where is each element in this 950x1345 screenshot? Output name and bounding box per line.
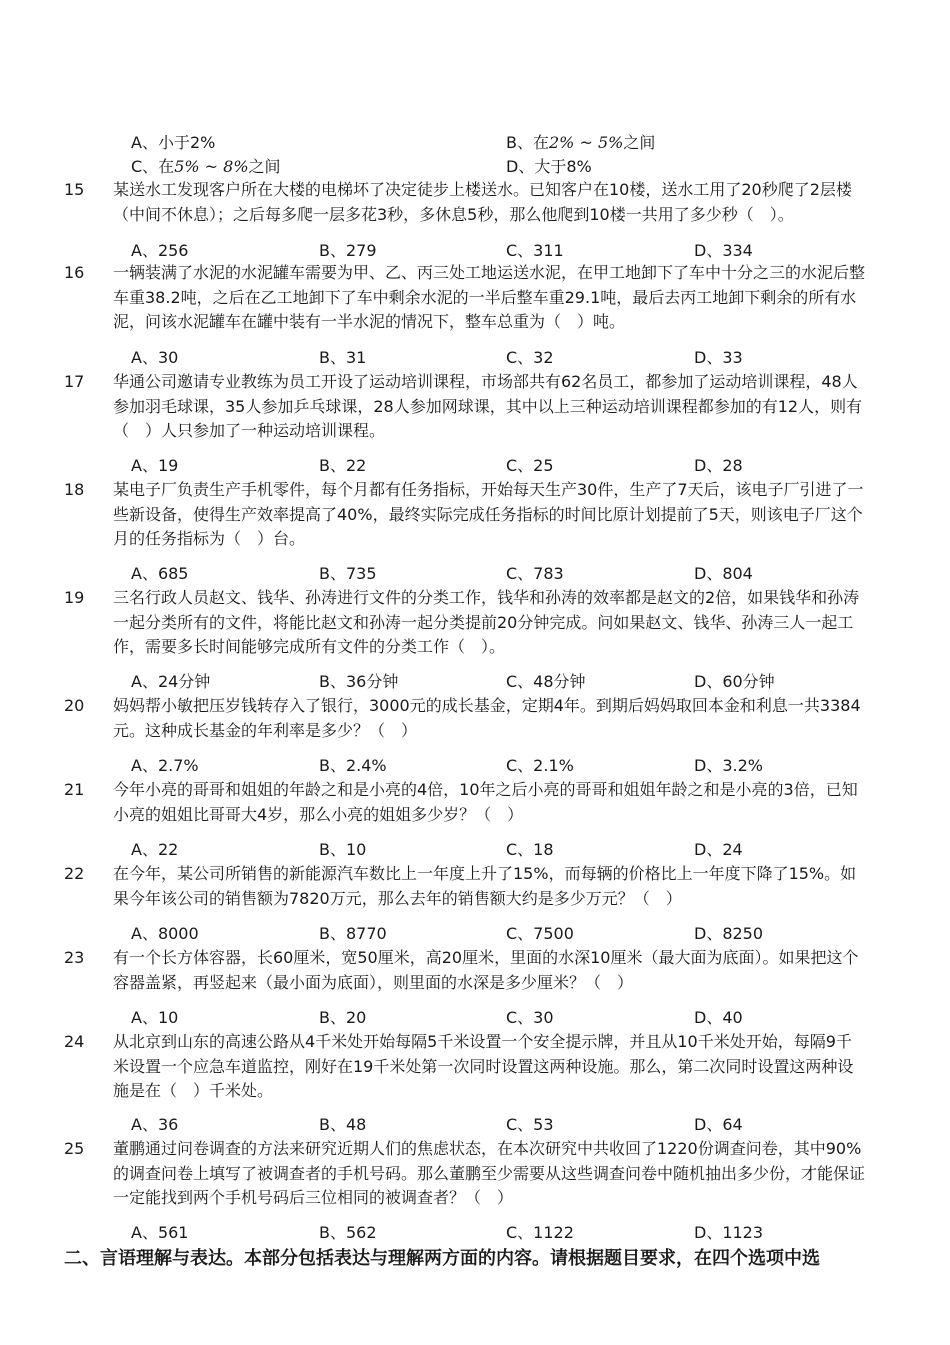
- question-18-options: [0, 562, 950, 586]
- option-a: A、10: [131, 1008, 179, 1027]
- question-text: 在今年，某公司所销售的新能源汽车数比上一年度上升了15%，而每辆的价格比上一年度下降了15%。如果今年该公司的销售额为7820万元，那么去年的销售额大约是多少万元？（ ）: [113, 864, 857, 908]
- carryover-options-row-2: [0, 155, 950, 179]
- option-a: A、24分钟: [131, 672, 211, 691]
- option-d: D、24: [694, 840, 743, 859]
- question-number: 17: [64, 372, 85, 391]
- question-text: 某送水工发现客户所在大楼的电梯坏了决定徒步上楼送水。已知客户在10楼，送水工用了20秒爬了2层楼（中间不休息）；之后每多爬一层多花3秒，多休息5秒，那么他爬到10楼一共用了多少秒（ ）。: [113, 180, 852, 224]
- option-c: C、18: [506, 840, 554, 859]
- option-a: A、30: [131, 348, 179, 367]
- option-b: B、2.4%: [319, 756, 387, 775]
- question-number: 15: [64, 180, 85, 199]
- option-a: A、2.7%: [131, 756, 199, 775]
- option-b: B、562: [319, 1223, 377, 1242]
- question-15-options: [0, 239, 950, 263]
- question-text: 一辆装满了水泥的水泥罐车需要为甲、乙、丙三处工地运送水泥，在甲工地卸下了车中十分之三的水泥后整车重38.2吨，之后在乙工地卸下了车中剩余水泥的一半后整车重29.1吨，最后去丙工地卸下剩余的所有水泥，问该水泥罐车在罐中装有一半水泥的情况下，整车总重为（ ）吨。: [113, 263, 866, 331]
- option-a: A、256: [131, 241, 189, 260]
- question-text: 某电子厂负责生产手机零件，每个月都有任务指标，开始每天生产30件，生产了7天后，该电子厂引进了一些新设备，使得生产效率提高了40%，最终实际完成任务指标的时间比原计划提前了5天，则该电子厂这个月的任务指标为（ ）台。: [113, 480, 864, 548]
- option-c: C、32: [506, 348, 554, 367]
- question-text: 华通公司邀请专业教练为员工开设了运动培训课程，市场部共有62名员工，都参加了运动培训课程，48人参加羽毛球课，35人参加乒乓球课，28人参加网球课，其中以上三种运动培训课程都参加的有12人，则有（ ）人只参加了一种运动培训课程。: [113, 372, 863, 440]
- option-a: A、19: [131, 456, 179, 475]
- option-a: A、685: [131, 564, 189, 583]
- option-d: D、8250: [694, 924, 764, 943]
- option-c: C、783: [506, 564, 564, 583]
- option-a: A、22: [131, 840, 179, 859]
- option-a: A、8000: [131, 924, 199, 943]
- question-number: 22: [64, 864, 85, 883]
- option-d: D、64: [694, 1115, 743, 1134]
- question-24-options: [0, 1113, 950, 1137]
- option-d: D、60分钟: [694, 672, 775, 691]
- question-22-options: [0, 922, 950, 946]
- option-d: D、1123: [694, 1223, 764, 1242]
- option-c: C、2.1%: [506, 756, 574, 775]
- option-d: D、大于8%: [506, 157, 592, 176]
- option-c: C、1122: [506, 1223, 574, 1242]
- option-c: C、7500: [506, 924, 574, 943]
- question-text: 有一个长方体容器，长60厘米，宽50厘米，高20厘米，里面的水深10厘米（最大面为底面）。如果把这个容器盖紧，再竖起来（最小面为底面），则里面的水深是多少厘米？（ ）: [113, 948, 859, 992]
- question-number: 21: [64, 780, 85, 799]
- question-number: 25: [64, 1139, 85, 1158]
- section-heading: 二、言语理解与表达。本部分包括表达与理解两方面的内容。请根据题目要求，在四个选项中选: [64, 1248, 820, 1269]
- option-b: B、8770: [319, 924, 387, 943]
- question-text: 今年小亮的哥哥和姐姐的年龄之和是小亮的4倍，10年之后小亮的哥哥和姐姐年龄之和是小亮的3倍，已知小亮的姐姐比哥哥大4岁，那么小亮的姐姐多少岁？（ ）: [113, 780, 858, 824]
- question-17-options: [0, 454, 950, 478]
- question-number: 16: [64, 263, 85, 282]
- question-text: 妈妈帮小敏把压岁钱转存入了银行，3000元的成长基金，定期4年。到期后妈妈取回本金和利息一共3384元。这种成长基金的年利率是多少？（ ）: [113, 696, 861, 740]
- question-20-options: [0, 754, 950, 778]
- question-number: 20: [64, 696, 85, 715]
- option-a: A、小于2%: [131, 133, 216, 152]
- option-b: B、735: [319, 564, 377, 583]
- option-d: D、334: [694, 241, 753, 260]
- option-c: C、在5% ~ 8%之间: [131, 157, 281, 176]
- question-text: 三名行政人员赵文、钱华、孙涛进行文件的分类工作，钱华和孙涛的效率都是赵文的2倍，如果钱华和孙涛一起分类所有的文件，将能比赵文和孙涛一起分类提前20分钟完成。问如果赵文、钱华、孙涛三人一起工作，需要多长时间能够完成所有文件的分类工作（ ）。: [113, 588, 860, 656]
- question-number: 19: [64, 588, 85, 607]
- option-b: B、20: [319, 1008, 367, 1027]
- option-c: C、30: [506, 1008, 554, 1027]
- question-25-options: [0, 1221, 950, 1245]
- option-b: B、31: [319, 348, 367, 367]
- option-b: B、22: [319, 456, 367, 475]
- option-d: D、33: [694, 348, 743, 367]
- option-a: A、36: [131, 1115, 179, 1134]
- question-number: 24: [64, 1032, 85, 1051]
- option-b: B、279: [319, 241, 377, 260]
- carryover-options-row-1: [0, 131, 950, 155]
- option-c: C、25: [506, 456, 554, 475]
- option-b: B、10: [319, 840, 367, 859]
- question-21-options: [0, 838, 950, 862]
- option-b: B、48: [319, 1115, 367, 1134]
- option-c: C、48分钟: [506, 672, 586, 691]
- question-text: 从北京到山东的高速公路从4千米处开始每隔5千米设置一个安全提示牌，并且从10千米处开始，每隔9千米设置一个应急车道监控，刚好在19千米处第一次同时设置这两种设施。那么，第二次同时设置这两种设施是在（ ）千米处。: [113, 1032, 854, 1100]
- question-number: 18: [64, 480, 85, 499]
- option-d: D、40: [694, 1008, 743, 1027]
- question-23-options: [0, 1006, 950, 1030]
- question-19-options: [0, 670, 950, 694]
- question-text: 董鹏通过问卷调查的方法来研究近期人们的焦虑状态，在本次研究中共收回了1220份调查问卷，其中90%的调查问卷上填写了被调查者的手机号码。那么董鹏至少需要从这些调查问卷中随机抽出多少份，才能保证一定能找到两个手机号码后三位相同的被调查者？（ ）: [113, 1139, 866, 1207]
- option-a: A、561: [131, 1223, 189, 1242]
- option-d: D、28: [694, 456, 743, 475]
- question-number: 23: [64, 948, 85, 967]
- option-c: C、53: [506, 1115, 554, 1134]
- option-d: D、804: [694, 564, 753, 583]
- option-c: C、311: [506, 241, 564, 260]
- option-b: B、36分钟: [319, 672, 399, 691]
- option-b: B、在2% ~ 5%之间: [506, 133, 656, 152]
- option-d: D、3.2%: [694, 756, 763, 775]
- question-16-options: [0, 346, 950, 370]
